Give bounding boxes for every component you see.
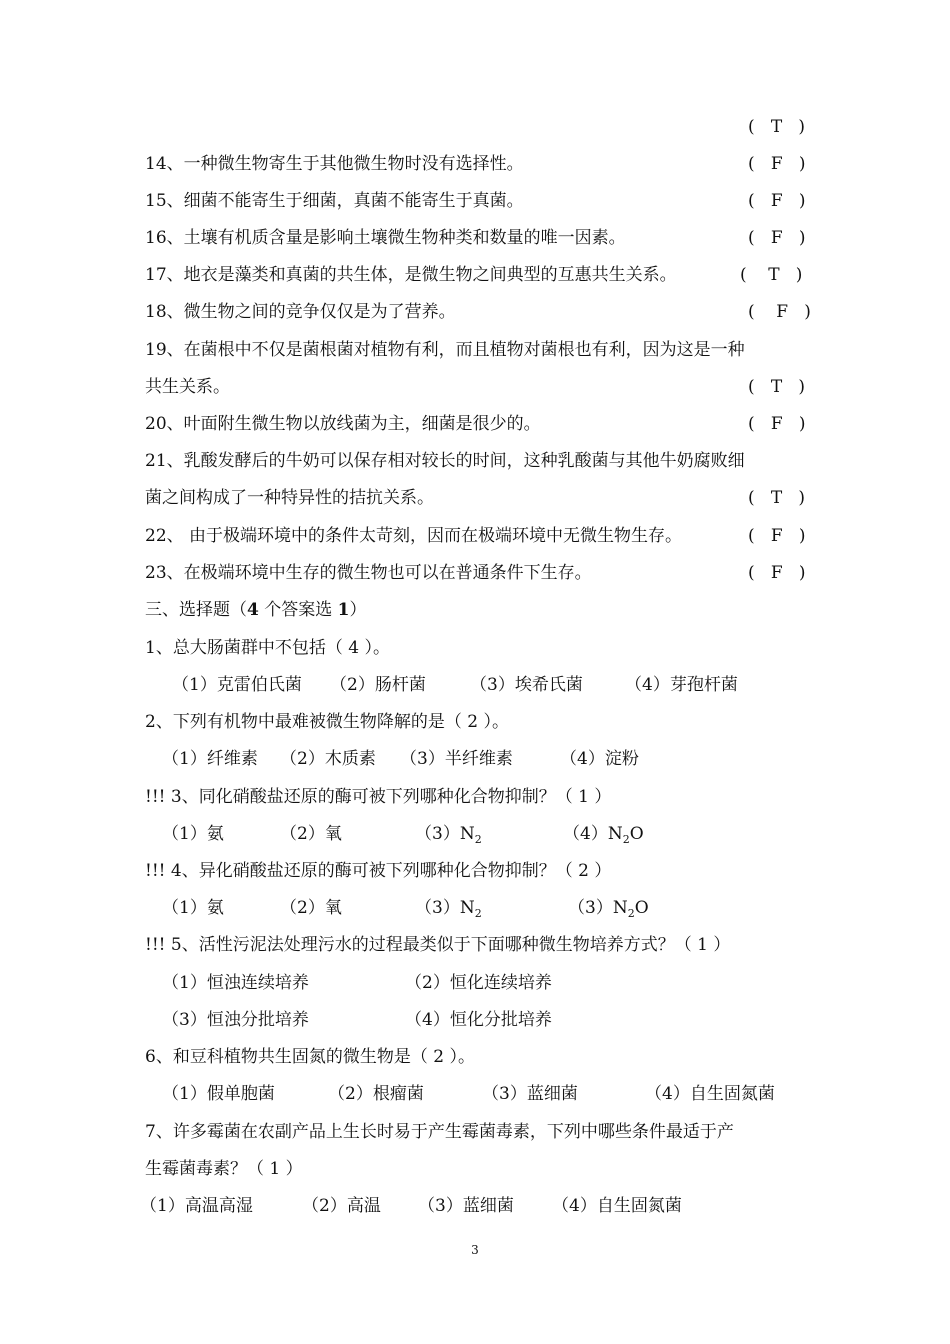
answer-21: ( T ) xyxy=(748,488,806,508)
question-19-line1: 19、在菌根中不仅是菌根菌对植物有利，而且植物对菌根也有利，因为这是一种 xyxy=(145,340,745,360)
q4-option-1: （1）氨 xyxy=(162,898,224,918)
q7-option-4: （4）自生固氮菌 xyxy=(552,1196,682,1216)
q5-option-2: （2）恒化连续培养 xyxy=(405,973,552,993)
question-18: 18、微生物之间的竞争仅仅是为了营养。 xyxy=(145,302,456,322)
heading-choose: 1 xyxy=(337,600,350,620)
answer-23: ( F ) xyxy=(748,563,806,583)
q1-option-2: （2）肠杆菌 xyxy=(330,675,426,695)
answer-18: ( F ) xyxy=(748,302,811,322)
q7-option-1: （1）高温高湿 xyxy=(140,1196,253,1216)
mc-question-7-line1: 7、许多霉菌在农副产品上生长时易于产生霉菌毒素，下列中哪些条件最适于产 xyxy=(145,1122,734,1142)
answer-13: ( T ) xyxy=(748,117,806,137)
page-number: 3 xyxy=(471,1243,479,1257)
answer-20: ( F ) xyxy=(748,414,806,434)
mc-question-2: 2、下列有机物中最难被微生物降解的是（ 2 ）。 xyxy=(145,712,509,732)
q6-option-4: （4）自生固氮菌 xyxy=(645,1084,775,1104)
q6-option-1: （1）假单胞菌 xyxy=(162,1084,275,1104)
q4-option-4: $(3)N_2O$ xyxy=(568,898,649,920)
q1-option-1: （1）克雷伯氏菌 xyxy=(172,675,302,695)
question-21-line1: 21、乳酸发酵后的牛奶可以保存相对较长的时间，这种乳酸菌与其他牛奶腐败细 xyxy=(145,451,745,471)
mc-question-7-line2: 生霉菌毒素？（ 1 ） xyxy=(145,1159,303,1179)
heading-text-c: 个答案选 xyxy=(258,600,338,620)
q2-option-4: （4）淀粉 xyxy=(560,749,639,769)
heading-text-e: ） xyxy=(349,600,367,620)
question-22: 22、 由于极端环境中的条件太苛刻，因而在极端环境中无微生物生存。 xyxy=(145,526,683,546)
mc-question-3: !!! 3、同化硝酸盐还原的酶可被下列哪种化合物抑制？（ 1 ） xyxy=(145,787,612,807)
q3-option-3: $(3)N_2$ xyxy=(415,824,482,846)
answer-16: ( F ) xyxy=(748,228,806,248)
q3-option-4: $(4)N_2O$ xyxy=(563,824,644,846)
q7-option-3: （3）蓝细菌 xyxy=(418,1196,514,1216)
mc-question-4: !!! 4、异化硝酸盐还原的酶可被下列哪种化合物抑制？（ 2 ） xyxy=(145,861,612,881)
mc-question-6: 6、和豆科植物共生固氮的微生物是（ 2 ）。 xyxy=(145,1047,475,1067)
question-16: 16、土壤有机质含量是影响土壤微生物种类和数量的唯一因素。 xyxy=(145,228,626,248)
mc-question-1: 1、总大肠菌群中不包括（ 4 ）。 xyxy=(145,638,390,658)
q5-option-3: （3）恒浊分批培养 xyxy=(162,1010,309,1030)
q5-option-4: （4）恒化分批培养 xyxy=(405,1010,552,1030)
q2-option-2: （2）木质素 xyxy=(280,749,376,769)
q1-option-3: （3）埃希氏菌 xyxy=(470,675,583,695)
q4-option-2: （2）氧 xyxy=(280,898,342,918)
q3-option-2: （2）氧 xyxy=(280,824,342,844)
question-23: 23、在极端环境中生存的微生物也可以在普通条件下生存。 xyxy=(145,563,592,583)
section-heading xyxy=(145,598,367,622)
question-14: 14、一种微生物寄生于其他微生物时没有选择性。 xyxy=(145,154,524,174)
answer-22: ( F ) xyxy=(748,526,806,546)
answer-15: ( F ) xyxy=(748,191,806,211)
q4-option-3: $(3)N_2$ xyxy=(415,898,482,920)
question-20: 20、叶面附生微生物以放线菌为主，细菌是很少的。 xyxy=(145,414,541,434)
answer-19: ( T ) xyxy=(748,377,806,397)
heading-count: 4 xyxy=(247,600,259,620)
heading-text-a: 三、选择题（ xyxy=(145,600,247,620)
mc-question-5: !!! 5、活性污泥法处理污水的过程最类似于下面哪种微生物培养方式？（ 1 ） xyxy=(145,935,731,955)
q2-option-3: （3）半纤维素 xyxy=(400,749,513,769)
question-21-line2: 菌之间构成了一种特异性的拮抗关系。 xyxy=(145,488,434,508)
question-15: 15、细菌不能寄生于细菌，真菌不能寄生于真菌。 xyxy=(145,191,524,211)
answer-17: ( T ) xyxy=(740,265,803,285)
q7-option-2: （2）高温 xyxy=(302,1196,381,1216)
question-17: 17、地衣是藻类和真菌的共生体，是微生物之间典型的互惠共生关系。 xyxy=(145,265,677,285)
q6-option-2: （2）根瘤菌 xyxy=(328,1084,424,1104)
q1-option-4: （4）芽孢杆菌 xyxy=(625,675,738,695)
question-19-line2: 共生关系。 xyxy=(145,377,230,397)
q6-option-3: （3）蓝细菌 xyxy=(482,1084,578,1104)
q3-option-1: （1）氨 xyxy=(162,824,224,844)
q2-option-1: （1）纤维素 xyxy=(162,749,258,769)
answer-14: ( F ) xyxy=(748,154,806,174)
q5-option-1: （1）恒浊连续培养 xyxy=(162,973,309,993)
